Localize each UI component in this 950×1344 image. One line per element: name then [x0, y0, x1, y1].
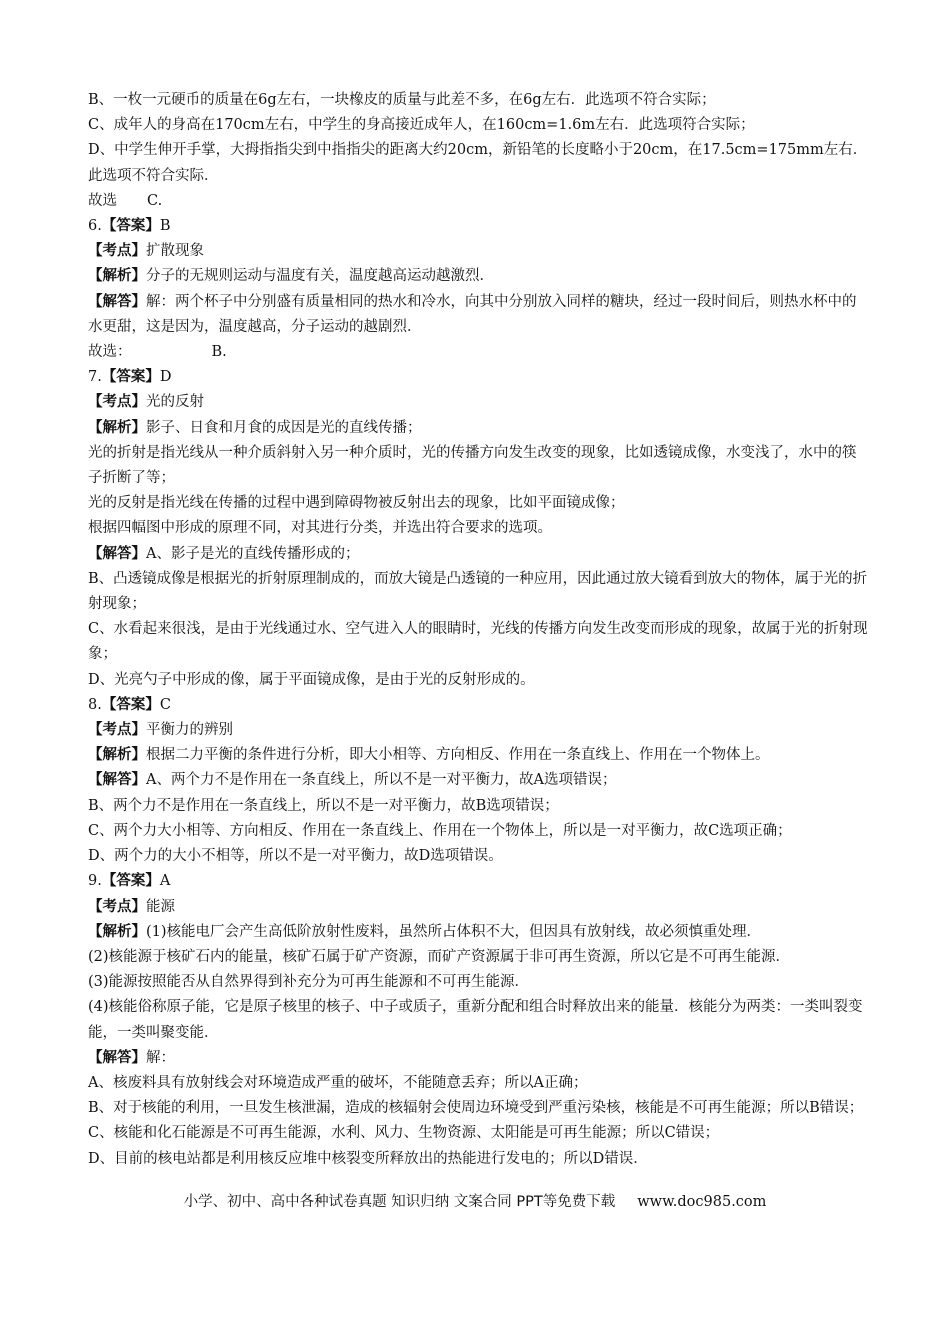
page-footer	[0, 1190, 950, 1211]
q9-option-c: C、核能和化石能源是不可再生能源，水利、风力、生物资源、太阳能是可再生能源；所以C错误；	[88, 1125, 720, 1142]
solution-tag: 【解答】	[88, 1049, 146, 1066]
point-text: 平衡力的辨别	[146, 722, 233, 739]
q8-option-b: B、两个力不是作用在一条直线上，所以不是一对平衡力，故B选项错误；	[88, 797, 559, 814]
choose-value: B.	[211, 344, 227, 361]
point-tag: 【考点】	[88, 722, 146, 739]
q8-analysis	[88, 743, 868, 768]
solution-tag: 【解答】	[88, 545, 146, 562]
question-number: 8.	[88, 696, 102, 713]
analysis-text: 根据二力平衡的条件进行分析，即大小相等、方向相反、作用在一条直线上、作用在一个物体上。	[146, 747, 770, 764]
q6-analysis	[88, 264, 868, 289]
point-tag: 【考点】	[88, 394, 146, 411]
document-body	[88, 88, 868, 1172]
solution-tag: 【解答】	[88, 772, 146, 789]
q5-option-d: D、中学生伸开手掌，大拇指指尖到中指指尖的距离大约20cm，新铅笔的长度略小于20cm，在17.5cm=175mm左右．此选项不符合实际．	[88, 142, 868, 184]
q9-analysis-4: (4)核能俗称原子能，它是原子核里的核子、中子或质子，重新分配和组合时释放出来的能量．核能分为两类：一类叫裂变能，一类叫聚变能．	[88, 999, 863, 1041]
q5-option-b: B、一枚一元硬币的质量在6g左右，一块橡皮的质量与此差不多，在6g左右．此选项不符合实际；	[88, 92, 716, 108]
q9-analysis-3: (3)能源按照能否从自然界得到补充分为可再生能源和不可再生能源．	[88, 974, 530, 991]
solution-text: A、两个力不是作用在一条直线上，所以不是一对平衡力，故A选项错误；	[146, 772, 617, 789]
choose-label: 故选	[88, 192, 117, 209]
point-text: 能源	[146, 898, 175, 915]
analysis-text: 分子的无规则运动与温度有关，温度越高运动越激烈．	[146, 268, 494, 285]
choose-value: C.	[147, 192, 163, 209]
analysis-tag: 【解析】	[88, 419, 146, 436]
footer-text: 小学、初中、高中各种试卷真题 知识归纳 文案合同 PPT等免费下载	[183, 1194, 616, 1210]
q9-answer	[88, 869, 868, 894]
q9-option-a: A、核废料具有放射线会对环境造成严重的破坏，不能随意丢弃；所以A正确；	[88, 1074, 588, 1091]
choose-label: 故选：	[88, 344, 132, 361]
q7-option-b: B、凸透镜成像是根据光的折射原理制成的，而放大镜是凸透镜的一种应用，因此通过放大镜看到放大的物体，属于光的折射现象；	[88, 570, 868, 613]
q7-solution	[88, 542, 868, 567]
solution-text: 解：两个杯子中分别盛有质量相同的热水和冷水，向其中分别放入同样的糖块，经过一段时间后，则热水杯中的水更甜，这是因为，温度越高，分子运动的越剧烈．	[88, 293, 857, 335]
q9-analysis	[88, 920, 868, 945]
solution-text: A、影子是光的直线传播形成的；	[146, 545, 360, 562]
analysis-tag: 【解析】	[88, 747, 146, 764]
q9-option-d: D、目前的核电站都是利用核反应堆中核裂变所释放出的热能进行发电的；所以D错误．	[88, 1150, 648, 1167]
q8-answer	[88, 693, 868, 718]
q7-analysis-2: 光的折射是指光线从一种介质斜射入另一种介质时，光的传播方向发生改变的现象，比如透镜成像，水变浅了，水中的筷子折断了等；	[88, 444, 857, 487]
question-number: 9.	[88, 873, 102, 890]
point-text: 光的反射	[146, 394, 204, 411]
answer-tag: 【答案】	[101, 696, 160, 713]
question-number: 7.	[88, 369, 102, 386]
q5-choose	[88, 189, 868, 214]
q7-analysis-4: 根据四幅图中形成的原理不同，对其进行分类，并选出符合要求的选项。	[88, 520, 552, 537]
q5-option-c: C、成年人的身高在170cm左右，中学生的身高接近成年人，在160cm=1.6m左右．此选项符合实际；	[88, 117, 755, 134]
q7-option-d: D、光亮勺子中形成的像，属于平面镜成像，是由于光的反射形成的。	[88, 671, 535, 688]
q9-point	[88, 895, 868, 920]
point-tag: 【考点】	[88, 243, 146, 260]
q9-analysis-2: (2)核能源于核矿石内的能量，核矿石属于矿产资源，而矿产资源属于非可再生资源，所以它是不可再生能源．	[88, 948, 791, 965]
answer-tag: 【答案】	[101, 873, 160, 890]
answer-tag: 【答案】	[101, 218, 160, 235]
point-text: 扩散现象	[146, 243, 204, 260]
q8-point	[88, 718, 868, 743]
q7-answer	[88, 365, 868, 390]
q8-solution	[88, 768, 868, 793]
answer-value: C	[159, 696, 171, 713]
q6-answer	[88, 214, 868, 239]
analysis-text: (1)核能电厂会产生高低阶放射性废料，虽然所占体积不大，但因具有放射线，故必须慎重处理．	[146, 923, 762, 940]
analysis-tag: 【解析】	[88, 268, 146, 285]
q8-option-c: C、两个力大小相等、方向相反、作用在一条直线上、作用在一个物体上，所以是一对平衡力，故C选项正确；	[88, 822, 792, 839]
q6-choose	[88, 340, 868, 365]
q8-option-d: D、两个力的大小不相等，所以不是一对平衡力，故D选项错误。	[88, 848, 503, 865]
answer-value: A	[159, 873, 171, 890]
answer-value: B	[159, 218, 171, 235]
analysis-tag: 【解析】	[88, 923, 146, 940]
footer-url[interactable]: www.doc985.com	[637, 1194, 767, 1210]
solution-tag: 【解答】	[88, 293, 146, 310]
q7-analysis-3: 光的反射是指光线在传播的过程中遇到障碍物被反射出去的现象，比如平面镜成像；	[88, 495, 625, 512]
q7-point	[88, 390, 868, 415]
answer-tag: 【答案】	[101, 369, 160, 386]
q6-solution	[88, 290, 868, 340]
q7-analysis	[88, 416, 868, 441]
q9-solution	[88, 1046, 868, 1071]
q6-point	[88, 239, 868, 264]
analysis-text: 影子、日食和月食的成因是光的直线传播；	[146, 419, 422, 436]
point-tag: 【考点】	[88, 898, 146, 915]
solution-text: 解：	[146, 1049, 175, 1066]
q7-option-c: C、水看起来很浅，是由于光线通过水、空气进入人的眼睛时，光线的传播方向发生改变而形成的现象，故属于光的折射现象；	[88, 621, 868, 663]
q9-option-b: B、对于核能的利用，一旦发生核泄漏，造成的核辐射会使周边环境受到严重污染核，核能是不可再生能源；所以B错误；	[88, 1100, 864, 1117]
question-number: 6.	[88, 218, 102, 235]
answer-value: D	[159, 369, 172, 386]
